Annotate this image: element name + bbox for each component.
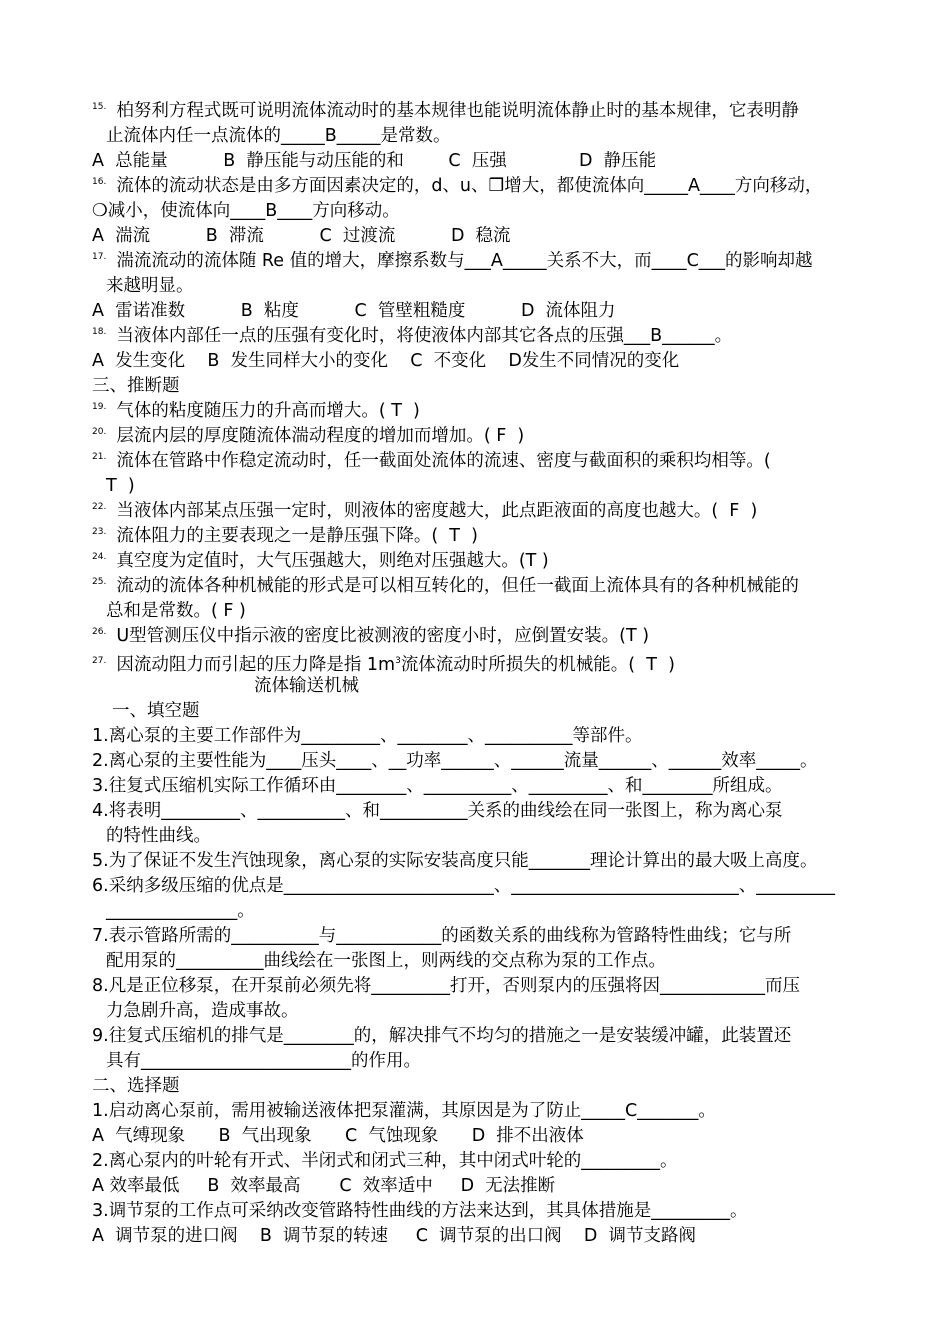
question-16-line2: ❍减小，使流体向____B____方向移动。 (92, 201, 400, 221)
judgement-23: $^{23.}$ 流体阻力的主要表现之一是静压强下降。( T ) (92, 526, 478, 546)
judgement-22: $^{22.}$ 当液体内部某点压强一定时，则液体的密度越大，此点距液面的高度也越大。( F ) (92, 501, 758, 521)
item-number: 17. (92, 252, 107, 262)
item-number: 24. (92, 552, 107, 562)
fill-2: 2.离心泵的主要性能为____压头____、__功率______、______流量______、______效率_____。 (92, 751, 818, 771)
question-17-line1: $^{17.}$ 湍流流动的流体随 Re 值的增大，摩擦系数与___A_____关系不大，而____C___的影响却越 (92, 251, 813, 271)
judgement-26: $^{26.}$ U型管测压仪中指示液的密度比被测液的密度小时，应倒置安装。(T ) (92, 626, 650, 646)
section-heading-judgement: 三、推断题 (92, 376, 180, 396)
judgement-19: $^{19.}$ 气体的粘度随压力的升高而增大。( T ) (92, 401, 420, 421)
fill-8-line1: 8.凡是正位移泵，在开泵前必须先将_________打开，否则泵内的压强将因____________而压 (92, 976, 800, 996)
item-number: 22. (92, 502, 107, 512)
question-15-options: A 总能量 B 静压能与动压能的和 C 压强 D 静压能 (92, 151, 657, 171)
chapter-title: 流体输送机械 (254, 676, 359, 696)
choice-3: 3.调节泵的工作点可采纳改变管路特性曲线的方法来达到，其具体措施是_________。 (92, 1201, 748, 1221)
item-number: 15. (92, 102, 107, 112)
question-17-options: A 雷诺准数 B 粘度 C 管壁粗糙度 D 流体阻力 (92, 301, 616, 321)
item-number: 21. (92, 452, 107, 462)
judgement-25-line2: 总和是常数。( F ) (106, 601, 246, 621)
choice-2: 2.离心泵内的叶轮有开式、半闭式和闭式三种，其中闭式叶轮的_________。 (92, 1151, 678, 1171)
question-16-options: A 湍流 B 滞流 C 过渡流 D 稳流 (92, 226, 511, 246)
question-18-line1: $^{18.}$ 当液体内部任一点的压强有变化时，将使液体内部其它各点的压强___B______。 (92, 326, 733, 346)
judgement-21-line1: $^{21.}$ 流体在管路中作稳定流动时，任一截面处流体的流速、密度与截面积的乘积均相等。( (92, 451, 771, 471)
item-number: 26. (92, 627, 107, 637)
section-heading-fill-blank: 一、填空题 (112, 701, 200, 721)
judgement-20: $^{20.}$ 层流内层的厚度随流体湍动程度的增加而增加。( F ) (92, 426, 525, 446)
choice-2-options: A 效率最低 B 效率最高 C 效率适中 D 无法推断 (92, 1176, 556, 1196)
choice-1-options: A 气缚现象 B 气出现象 C 气蚀现象 D 排不出液体 (92, 1126, 584, 1146)
fill-7-line1: 7.表示管路所需的__________与____________的函数关系的曲线称为管路特性曲线；它与所 (92, 926, 792, 946)
fill-6-line2: _______________。 (106, 901, 255, 921)
fill-8-line2: 力急剧升高，造成事故。 (106, 1001, 299, 1021)
item-number: 23. (92, 527, 107, 537)
fill-4-line2: 的特性曲线。 (106, 826, 211, 846)
superscript: 3 (395, 656, 401, 666)
fill-1: 1.离心泵的主要工作部件为_________、________、__________等部件。 (92, 726, 643, 746)
item-number: 20. (92, 427, 107, 437)
item-number: 16. (92, 177, 107, 187)
fill-7-line2: 配用泵的__________曲线绘在一张图上，则两线的交点称为泵的工作点。 (106, 951, 666, 971)
item-number: 27. (92, 655, 107, 666)
judgement-21-line2: T ) (106, 476, 135, 496)
question-16-line1: $^{16.}$ 流体的流动状态是由多方面因素决定的，d、u、❒增大，都使流体向_____A____方向移动， (92, 176, 823, 196)
fill-6-line1: 6.采纳多级压缩的优点是________________________、__________________________、_________ (92, 876, 835, 896)
item-number: 25. (92, 577, 107, 587)
item-number: 19. (92, 402, 107, 412)
judgement-27: $^{27.}$ 因流动阻力而引起的压力降是指 $1m^3$流体流动时所损失的机械能。( T ) (92, 654, 675, 675)
fill-5: 5.为了保证不发生汽蚀现象，离心泵的实际安装高度只能_______理论计算出的最大吸上高度。 (92, 851, 818, 871)
section-heading-choice: 二、选择题 (92, 1076, 180, 1096)
fill-9-line1: 9.往复式压缩机的排气是________的，解决排气不均匀的措施之一是安装缓冲罐，此装置还 (92, 1026, 792, 1046)
judgement-24: $^{24.}$ 真空度为定值时，大气压强越大，则绝对压强越大。(T ) (92, 551, 549, 571)
question-18-options: A 发生变化 B 发生同样大小的变化 C 不变化 D发生不同情况的变化 (92, 351, 680, 371)
fill-9-line2: 具有________________________的作用。 (106, 1051, 421, 1071)
question-17-line2: 来越明显。 (106, 276, 194, 296)
choice-3-options: A 调节泵的进口阀 B 调节泵的转速 C 调节泵的出口阀 D 调节支路阀 (92, 1226, 696, 1246)
question-15-line1: $^{15.}$ 柏努利方程式既可说明流体流动时的基本规律也能说明流体静止时的基本规律，它表明静 (92, 101, 799, 121)
fill-3: 3.往复式压缩机实际工作循环由________、__________、_________、和________所组成。 (92, 776, 783, 796)
judgement-25-line1: $^{25.}$ 流动的流体各种机械能的形式是可以相互转化的，但任一截面上流体具有的各种机械能的 (92, 576, 799, 596)
fill-4-line1: 4.将表明_________、__________、和__________关系的曲线绘在同一张图上，称为离心泵 (92, 801, 783, 821)
choice-1: 1.启动离心泵前，需用被输送液体把泵灌满，其原因是为了防止_____C_______。 (92, 1101, 716, 1121)
question-15-line2: 止流体内任一点流体的_____B_____是常数。 (106, 126, 451, 146)
item-number: 18. (92, 327, 107, 337)
